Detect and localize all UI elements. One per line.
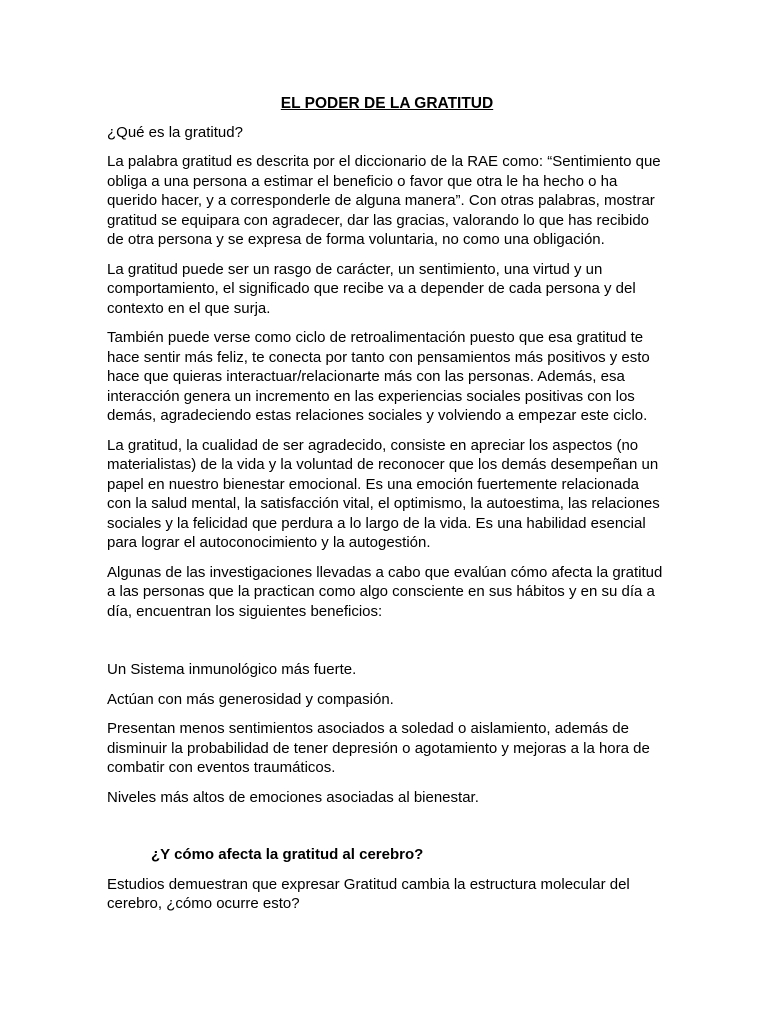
benefit-item: Actúan con más generosidad y compasión. xyxy=(107,690,394,708)
benefit-item: Niveles más altos de emociones asociadas al bienestar. xyxy=(107,788,479,806)
paragraph-quality: La gratitud, la cualidad de ser agradecido, consiste en apreciar los aspectos (no materialistas) de la vida y la voluntad de reconocer que los demás desempeñan un papel en nuestro bienestar emocional. Es una emoción fuertemente relacionada con la salud mental, la satisfacción vital, el optimismo, la autoestima, las relaciones sociales y la felicidad que perdura a lo largo de la vida. Es una habilidad esencial para lograr el autoconocimiento y la autogestión. xyxy=(107,436,660,551)
benefit-item: Un Sistema inmunológico más fuerte. xyxy=(107,661,357,678)
question-heading: ¿Qué es la gratitud? xyxy=(107,123,243,141)
blank-line xyxy=(107,631,667,660)
blank-line xyxy=(107,817,667,845)
document-page xyxy=(107,94,667,924)
paragraph-character: La gratitud puede ser un rasgo de carácter, un sentimiento, una virtud y un comportamiento, el significado que recibe va a depender de cada persona y del contexto en el que surja. xyxy=(107,260,636,317)
paragraph-definition: La palabra gratitud es descrita por el diccionario de la RAE como: “Sentimiento que obliga a una persona a estimar el beneficio o favor que otra le ha hecho o ha querido hacer, y a corresponderle de alguna manera”. Con otras palabras, mostrar gratitud se equipara con agradecer, dar las gracias, valorando lo que has recibido de otra persona y se expresa de forma voluntaria, no como una obligación. xyxy=(107,153,661,248)
brain-subheading: ¿Y cómo afecta la gratitud al cerebro? xyxy=(151,846,424,863)
paragraph-closing: Estudios demuestran que expresar Gratitud cambia la estructura molecular del cerebro, ¿cómo ocurre esto? xyxy=(107,875,630,912)
benefit-item: Presentan menos sentimientos asociados a soledad o aislamiento, además de disminuir la probabilidad de tener depresión o agotamiento y mejoras a la hora de combatir con eventos traumáticos. xyxy=(107,720,650,776)
paragraph-research: Algunas de las investigaciones llevadas a cabo que evalúan cómo afecta la gratitud a las personas que la practican como algo consciente en sus hábitos y en su día a día, encuentran los siguientes beneficios: xyxy=(107,563,663,620)
paragraph-cycle: También puede verse como ciclo de retroalimentación puesto que esa gratitud te hace sentir más feliz, te conecta por tanto con pensamientos más positivos y esto hace que quieras interactuar/relacionarte más con las personas. Además, esa interacción genera un incremento en las experiencias sociales positivas con los demás, agradeciendo estas relaciones sociales y volviendo a empezar este ciclo. xyxy=(107,329,650,424)
document-title: EL PODER DE LA GRATITUD xyxy=(280,95,494,112)
